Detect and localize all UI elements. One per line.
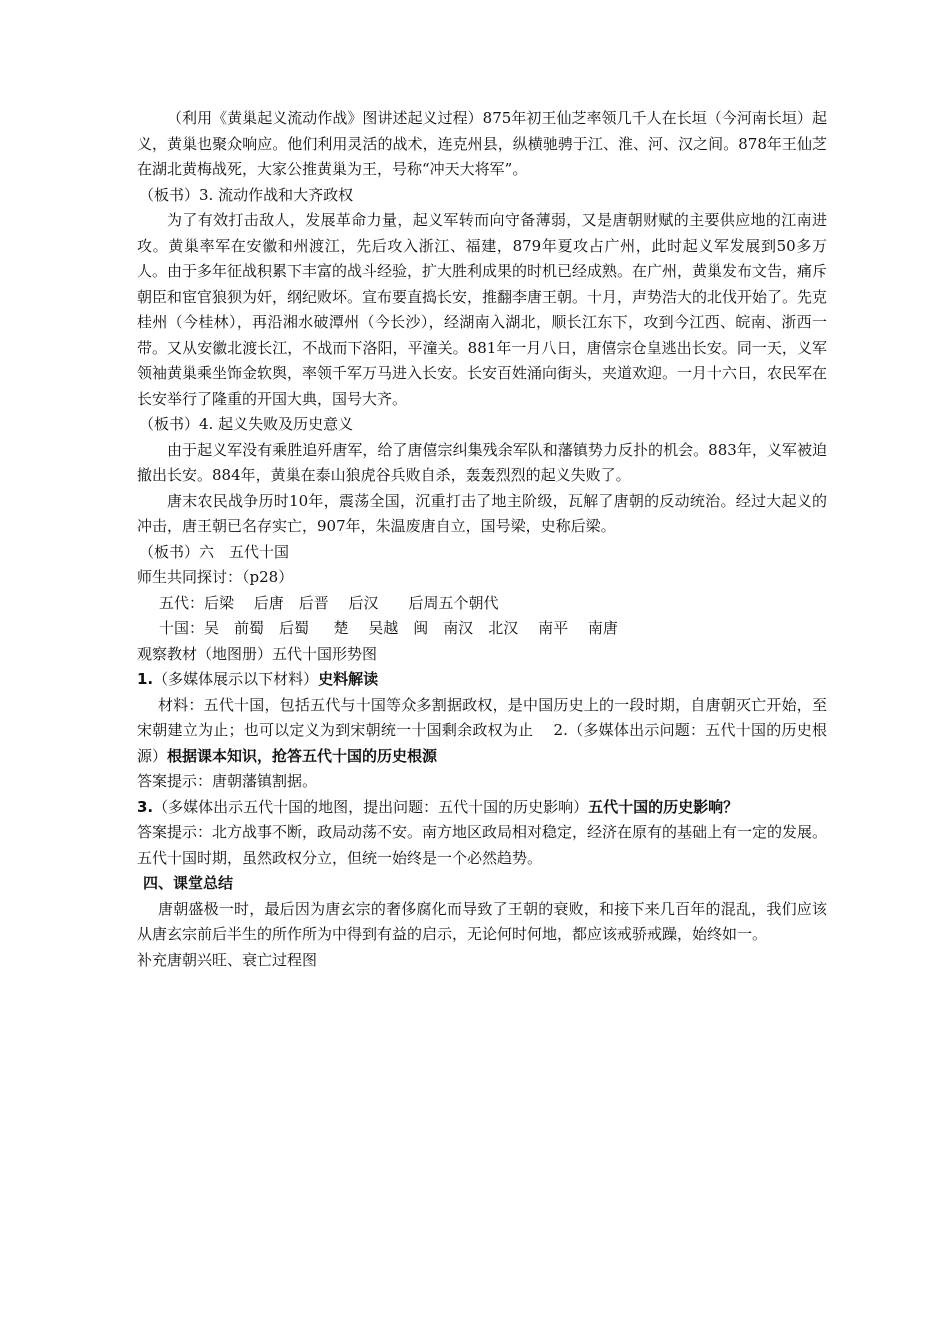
summary-heading: 四、课堂总结 [143,874,234,892]
question-3-line [137,795,827,821]
question-3-answer: 答案提示：北方战事不断，政局动荡不安。南方地区政局相对稳定，经济在原有的基础上有一定的发展。五代十国时期，虽然政权分立，但统一始终是一个必然趋势。 [137,823,828,867]
question-3-lead: （多媒体出示五代十国的地图，提出问题：五代十国的历史影响） [153,797,589,816]
document-body [137,106,827,973]
board-heading-3: （板书）3. 流动作战和大齐政权 [139,185,354,204]
question-3-number: 3. [137,797,154,816]
question-1-lead: （多媒体展示以下材料） [153,670,319,688]
question-1-number: 1. [137,670,154,688]
explore-line: 师生共同探讨：（p28） [137,568,294,586]
ten-kingdoms-line: 十国：吴 前蜀 后蜀 楚 吴越 闽 南汉 北汉 南平 南唐 [159,619,618,637]
question-2-answer: 答案提示：唐朝藩镇割据。 [137,772,318,790]
question-material [137,693,827,770]
question-1-line [137,667,827,693]
supplement-line: 补充唐朝兴旺、衰亡过程图 [137,950,318,969]
observe-map-line: 观察教材（地图册）五代十国形势图 [137,644,378,663]
summary-paragraph: 唐朝盛极一时，最后因为唐玄宗的奢侈腐化而导致了王朝的衰败，和接下来几百年的混乱，我们应该从唐玄宗前后半生的所作所为中得到有益的启示，无论何时何地，都应该戒骄戒躁，始终如一。 [137,899,827,943]
question-3-title: 五代十国的历史影响？ [588,797,739,816]
paragraph-mobile-warfare: 为了有效打击敌人，发展革命力量，起义军转而向守备薄弱，又是唐朝财赋的主要供应地的江南进攻。黄巢率军在安徽和州渡江，先后攻入浙江、福建，879年夏攻占广州，此时起义军发展到50多万人。由于多年征战积累下丰富的战斗经验，扩大胜利成果的时机已经成熟。在广州，黄巢发布文告，痛斥朝臣和宦官狼狈为奸，纲纪败坏。宣布要直捣长安，推翻李唐王朝。十月，声势浩大的北伐开始了。先克桂州（今桂林），再沿湘水破潭州（今长沙），经湖南入湖北，顺长江东下，攻到今江西、皖南、浙西一带。又从安徽北渡长江，不战而下洛阳，平潼关。881年一月八日，唐僖宗仓皇逃出长安。同一天，义军领袖黄巢乘坐饰金软舆，率领千军万马进入长安。长安百姓涌向街头，夹道欢迎。一月十六日，农民军在长安举行了隆重的开国大典，国号大齐。 [137,211,828,408]
question-1-title: 史料解读 [318,670,379,688]
board-heading-4: （板书）4. 起义失败及历史意义 [139,415,354,433]
paragraph-huangchao-uprising: （利用《黄巢起义流动作战》图讲述起义过程）875年初王仙芝率领几千人在长垣（今河南长垣）起义，黄巢也聚众响应。他们利用灵活的战术，连克州县，纵横驰骋于江、淮、河、汉之间。878年王仙芝在湖北黄梅战死，大家公推黄巢为王，号称“冲天大将军”。 [137,109,827,178]
material-text: 材料：五代十国，包括五代与十国等众多割据政权，是中国历史上的一段时期，自唐朝灭亡开始，至宋朝建立为止；也可以定义为到宋朝统一十国剩余政权为止 2.（多媒体出示问题：五代十国的历史根源） [137,695,827,765]
paragraph-historical-significance: 唐末农民战争历时10年，震荡全国，沉重打击了地主阶级，瓦解了唐朝的反动统治。经过大起义的冲击，唐王朝已名存实亡，907年，朱温废唐自立，国号梁，史称后梁。 [137,491,827,535]
five-dynasties-line: 五代：后梁 后唐 后晋 后汉 后周五个朝代 [159,593,499,612]
question-2-title: 根据课本知识，抢答五代十国的历史根源 [167,746,438,765]
paragraph-uprising-failure: 由于起义军没有乘胜追歼唐军，给了唐僖宗纠集残余军队和藩镇势力反扑的机会。883年，义军被迫撤出长安。884年，黄巢在泰山狼虎谷兵败自杀，轰轰烈烈的起义失败了。 [137,440,827,484]
board-heading-6: （板书）六 五代十国 [139,542,290,561]
